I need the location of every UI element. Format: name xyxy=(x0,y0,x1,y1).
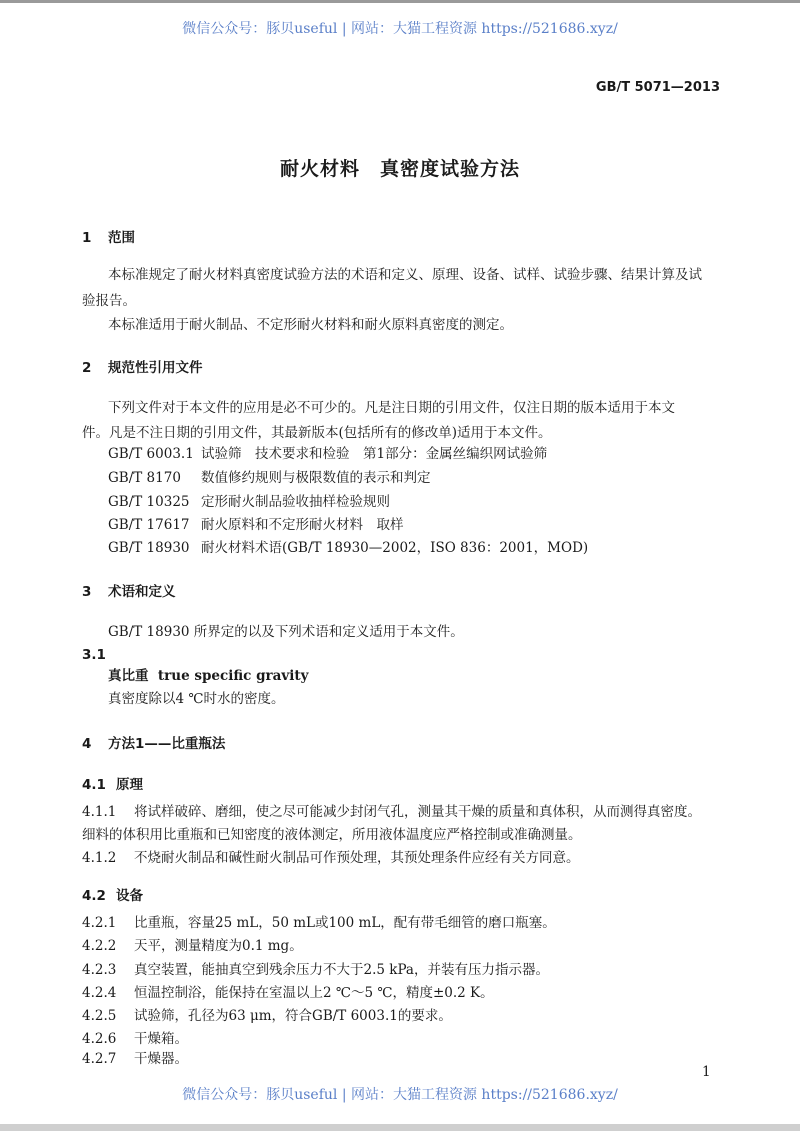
section-number: 3 xyxy=(82,584,92,600)
clause-number: 4.1.2 xyxy=(82,850,117,866)
paragraph: GB/T 18930 所界定的以及下列术语和定义适用于本文件。 xyxy=(108,624,464,640)
section-title: 原理 xyxy=(116,777,143,793)
section-1-heading xyxy=(82,229,135,247)
section-number: 4 xyxy=(82,736,92,752)
clause xyxy=(82,849,580,867)
clause xyxy=(82,1050,188,1068)
section-title: 方法1——比重瓶法 xyxy=(108,736,226,752)
term-english: true specific gravity xyxy=(157,668,309,684)
section-number: 4.2 xyxy=(82,888,106,904)
paragraph: 本标准规定了耐火材料真密度试验方法的术语和定义、原理、设备、试样、试验步骤、结果计算及试 xyxy=(108,267,702,283)
reference-item xyxy=(108,493,390,511)
section-2-heading xyxy=(82,359,203,377)
reference-item xyxy=(108,469,431,487)
paragraph: 验报告。 xyxy=(82,293,136,309)
clause xyxy=(82,914,556,932)
reference-code: GB/T 8170 xyxy=(108,470,181,486)
reference-code: GB/T 18930 xyxy=(108,540,190,556)
term-chinese: 真比重 xyxy=(108,668,149,684)
clause xyxy=(82,1030,188,1048)
clause-text: 真空装置，能抽真空到残余压力不大于2.5 kPa，并装有压力指示器。 xyxy=(134,962,549,978)
bottom-border xyxy=(0,1124,800,1131)
section-number: 2 xyxy=(82,360,92,376)
clause xyxy=(82,1007,452,1025)
clause-number: 4.1.1 xyxy=(82,804,117,820)
reference-title: 耐火原料和不定形耐火材料 取样 xyxy=(201,517,404,533)
reference-title: 数值修约规则与极限数值的表示和判定 xyxy=(201,470,431,486)
header-watermark: 微信公众号：豚贝useful | 网站：大猫工程资源 https://521686.xyz/ xyxy=(182,21,618,37)
section-title: 规范性引用文件 xyxy=(108,360,203,376)
section-title: 设备 xyxy=(116,888,143,904)
clause-number: 4.2.5 xyxy=(82,1008,117,1024)
definition: 真密度除以4 ℃时水的密度。 xyxy=(108,691,285,707)
clause-number: 4.2.1 xyxy=(82,915,117,931)
section-number: 1 xyxy=(82,230,92,246)
clause-text: 干燥箱。 xyxy=(134,1031,188,1047)
reference-item xyxy=(108,516,404,534)
clause-number: 4.2.7 xyxy=(82,1051,117,1067)
page-number: 1 xyxy=(702,1064,711,1080)
section-number: 4.1 xyxy=(82,777,106,793)
section-4-1-heading xyxy=(82,776,143,794)
reference-item xyxy=(108,445,547,463)
subsection-number: 3.1 xyxy=(82,647,106,663)
clause-text: 天平，测量精度为0.1 mg。 xyxy=(134,938,303,954)
clause-text: 试验筛，孔径为63 μm，符合GB/T 6003.1的要求。 xyxy=(134,1008,452,1024)
section-title: 术语和定义 xyxy=(108,584,176,600)
clause-text: 不烧耐火制品和碱性耐火制品可作预处理，其预处理条件应经有关方同意。 xyxy=(134,850,580,866)
paragraph: 件。凡是不注日期的引用文件，其最新版本(包括所有的修改单)适用于本文件。 xyxy=(82,425,552,441)
clause-number: 4.2.3 xyxy=(82,962,117,978)
paragraph: 本标准适用于耐火制品、不定形耐火材料和耐火原料真密度的测定。 xyxy=(108,317,513,333)
section-3-heading xyxy=(82,583,176,601)
page-title: 耐火材料 真密度试验方法 xyxy=(279,158,520,180)
top-border xyxy=(0,0,800,3)
section-4-2-heading xyxy=(82,887,143,905)
clause-text: 比重瓶，容量25 mL，50 mL或100 mL，配有带毛细管的磨口瓶塞。 xyxy=(134,915,556,931)
clause-number: 4.2.6 xyxy=(82,1031,117,1047)
clause-text: 将试样破碎、磨细，使之尽可能减少封闭气孔，测量其干燥的质量和真体积，从而测得真密度。 xyxy=(134,804,701,820)
clause xyxy=(82,984,494,1002)
clause xyxy=(82,937,303,955)
clause-number: 4.2.2 xyxy=(82,938,117,954)
section-4-heading xyxy=(82,735,225,753)
footer-watermark: 微信公众号：豚贝useful | 网站：大猫工程资源 https://521686.xyz/ xyxy=(182,1087,618,1103)
reference-code: GB/T 6003.1 xyxy=(108,446,194,462)
reference-title: 耐火材料术语(GB/T 18930—2002，ISO 836：2001，MOD) xyxy=(201,540,589,556)
term xyxy=(108,667,308,685)
clause xyxy=(82,803,701,821)
standard-number: GB/T 5071—2013 xyxy=(595,80,720,95)
reference-item xyxy=(108,539,588,557)
clause-text: 干燥器。 xyxy=(134,1051,188,1067)
paragraph: 下列文件对于本文件的应用是必不可少的。凡是注日期的引用文件，仅注日期的版本适用于本文 xyxy=(108,400,675,416)
paragraph: 细料的体积用比重瓶和已知密度的液体测定，所用液体温度应严格控制或准确测量。 xyxy=(82,827,582,843)
clause-text: 恒温控制浴，能保持在室温以上2 ℃～5 ℃，精度±0.2 K。 xyxy=(134,985,494,1001)
clause-number: 4.2.4 xyxy=(82,985,117,1001)
reference-title: 定形耐火制品验收抽样检验规则 xyxy=(201,494,390,510)
reference-code: GB/T 10325 xyxy=(108,494,190,510)
reference-title: 试验筛 技术要求和检验 第1部分：金属丝编织网试验筛 xyxy=(201,446,548,462)
clause xyxy=(82,961,549,979)
reference-code: GB/T 17617 xyxy=(108,517,190,533)
section-title: 范围 xyxy=(108,230,135,246)
